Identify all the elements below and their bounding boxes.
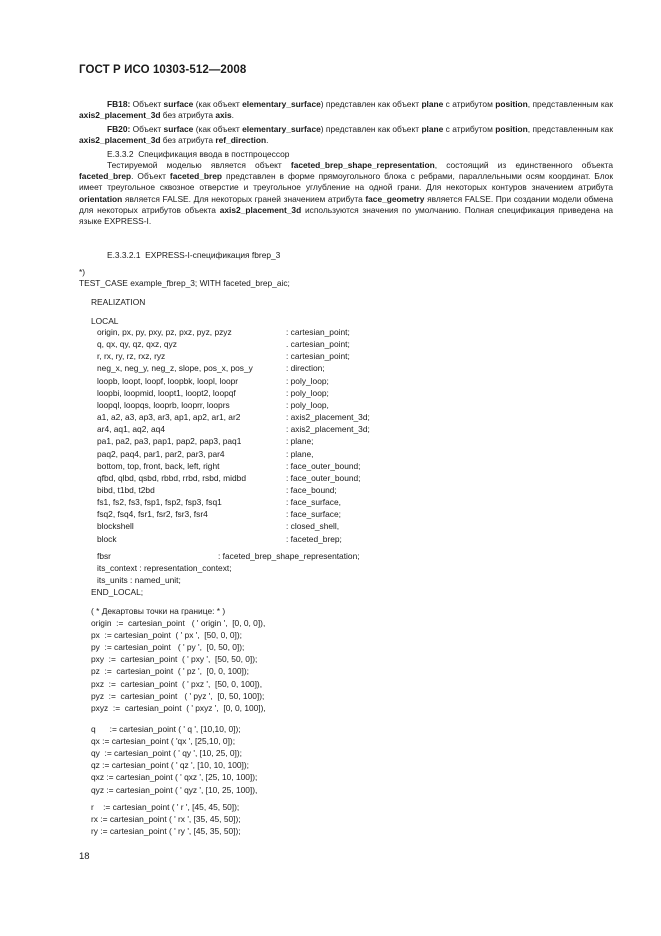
paragraph-fb18: FB18: Объект surface (как объект elementary_surface) представлен как объект plane с атрибутом position, представленным как axis2_placement_3d без атрибута axis. xyxy=(79,99,613,121)
point-definition: qy := cartesian_point ( ' qy ', [10, 25, 0]); xyxy=(91,748,243,759)
point-definition: pxyz := cartesian_point ( ' pxyz ', [0, 0, 100]), xyxy=(91,702,266,713)
decl-type: : face_outer_bound; xyxy=(286,460,361,471)
decl-names: q, qx, qy, qz, qxz, qyz xyxy=(97,339,177,350)
decl-fbsr-type: : faceted_brep_shape_representation; xyxy=(218,551,360,561)
decl-names: loopb, loopt, loopf, loopbk, loopl, loopr xyxy=(97,375,239,386)
point-definition: rx := cartesian_point ( ' rx ', [35, 45, 50]); xyxy=(91,814,241,825)
decl-type: : face_bound; xyxy=(286,484,337,495)
code-local: LOCAL xyxy=(91,316,119,326)
decl-its-units: its_units : named_unit; xyxy=(97,575,181,585)
decl-type: : direction; xyxy=(286,363,325,374)
point-definition: pyz := cartesian_point ( ' pyz ', [0, 50, 100]); xyxy=(91,690,265,701)
decl-names: loopql, loopqs, looprb, looprr, looprs xyxy=(97,399,230,410)
decl-names: qfbd, qlbd, qsbd, rbbd, rrbd, rsbd, midbd xyxy=(97,472,246,483)
code-end-local: END_LOCAL; xyxy=(91,587,144,597)
page-header: ГОСТ Р ИСО 10303-512—2008 xyxy=(79,64,247,76)
point-definition: py := cartesian_point ( ' py ', [0, 50, 0]); xyxy=(91,642,245,653)
decl-type: : cartesian_point; xyxy=(286,351,350,362)
point-definition: qx := cartesian_point ( 'qx ', [25,10, 0]); xyxy=(91,736,236,747)
decl-names: ar4, aq1, aq2, aq4 xyxy=(97,424,165,435)
decl-type: : face_surface; xyxy=(286,509,341,520)
decl-names: pa1, pa2, pa3, pap1, pap2, pap3, paq1 xyxy=(97,436,242,447)
point-definition: pxy := cartesian_point ( ' pxy ', [50, 50, 0]); xyxy=(91,654,258,665)
decl-names: fs1, fs2, fs3, fsp1, fsp2, fsp3, fsq1 xyxy=(97,497,222,508)
decl-names: block xyxy=(97,533,117,544)
decl-type: : closed_shell, xyxy=(286,521,340,532)
decl-names: origin, px, py, pxy, pz, pxz, pyz, pzyz xyxy=(97,327,232,337)
decl-type: : plane, xyxy=(286,448,314,459)
decl-type: : faceted_brep; xyxy=(286,533,342,544)
page-number: 18 xyxy=(79,851,90,862)
decl-type: : cartesian_point; xyxy=(286,327,350,337)
code-comment-boundary: ( * Декартовы точки на границе: * ) xyxy=(91,606,226,616)
point-definition: qxz := cartesian_point ( ' qxz ', [25, 10, 100]); xyxy=(91,772,258,783)
point-definition: q := cartesian_point ( ' q ', [10,10, 0]); xyxy=(91,724,241,734)
decl-names: a1, a2, a3, ap3, ar3, ap1, ap2, ar1, ar2 xyxy=(97,412,241,423)
decl-names: blockshell xyxy=(97,521,134,532)
decl-names: neg_x, neg_y, neg_z, slope, pos_x, pos_y xyxy=(97,363,253,374)
point-definition: pxz := cartesian_point ( ' pxz ', [50, 0, 100]), xyxy=(91,678,263,689)
decl-type: . cartesian_point; xyxy=(286,339,350,350)
point-definition: qz := cartesian_point ( ' qz ', [10, 10, 100]); xyxy=(91,760,249,771)
code-test-case: TEST_CASE example_fbrep_3; WITH faceted_brep_aic; xyxy=(79,278,290,288)
decl-names: paq2, paq4, par1, par2, par3, par4 xyxy=(97,448,225,459)
decl-type: : axis2_placement_3d; xyxy=(286,412,370,423)
decl-type: : poly_loop; xyxy=(286,387,329,398)
section-heading-e3321: E.3.3.2.1 EXPRESS-I-спецификация fbrep_3 xyxy=(107,250,281,260)
decl-names: bottom, top, front, back, left, right xyxy=(97,460,220,471)
point-definition: pz := cartesian_point ( ' pz ', [0, 0, 100]); xyxy=(91,666,249,677)
decl-type: : axis2_placement_3d; xyxy=(286,424,370,435)
point-definition: r := cartesian_point ( ' r ', [45, 45, 50]); xyxy=(91,802,240,812)
point-definition: px := cartesian_point ( ' px ', [50, 0, 0]); xyxy=(91,630,242,641)
decl-names: fsq2, fsq4, fsr1, fsr2, fsr3, fsr4 xyxy=(97,509,208,520)
decl-names: r, rx, ry, rz, rxz, ryz xyxy=(97,351,166,362)
point-definition: origin := cartesian_point ( ' origin ', [0, 0, 0]), xyxy=(91,618,266,628)
decl-type: : poly_loop; xyxy=(286,375,329,386)
point-definition: qyz := cartesian_point ( ' qyz ', [10, 25, 100]), xyxy=(91,784,258,795)
section-heading-e332: E.3.3.2 Спецификация ввода в постпроцессор xyxy=(107,149,290,159)
decl-names: loopbi, loopmid, loopt1, loopt2, loopqf xyxy=(97,387,236,398)
paragraph-fb20: FB20: Объект surface (как объект elementary_surface) представлен как объект plane с атрибутом position, представленным как axis2_placement_3d без атрибута ref_direction. xyxy=(79,124,613,146)
code-open-comment: *) xyxy=(79,267,86,277)
point-definition: ry := cartesian_point ( ' ry ', [45, 35, 50]); xyxy=(91,826,241,837)
decl-type: : face_surface, xyxy=(286,497,341,508)
decl-its-context: its_context : representation_context; xyxy=(97,563,232,573)
code-realization: REALIZATION xyxy=(91,297,146,307)
paragraph-description: Тестируемой моделью является объект faceted_brep_shape_representation, состоящий из единственного объекта faceted_brep. Объект faceted_brep представлен в форме прямоугольного блока с ребрами, параллельными осям координат. Блок имеет треугольное сквозное отверстие и треугольное углубление на одной грани. Для некоторых контуров значением атрибута orientation является FALSE. Для некоторых граней значением атрибута face_geometry является FALSE. При создании модели обмена для некоторых атрибутов объекта axis2_placement_3d используются значения по умолчанию. Полная спецификация приведена на языке EXPRESS-I. xyxy=(79,160,613,227)
decl-fbsr-name: fbsr xyxy=(97,551,111,561)
decl-names: bibd, t1bd, t2bd xyxy=(97,484,155,495)
decl-type: : face_outer_bound; xyxy=(286,472,361,483)
decl-type: : plane; xyxy=(286,436,314,447)
decl-type: : poly_loop, xyxy=(286,399,329,410)
